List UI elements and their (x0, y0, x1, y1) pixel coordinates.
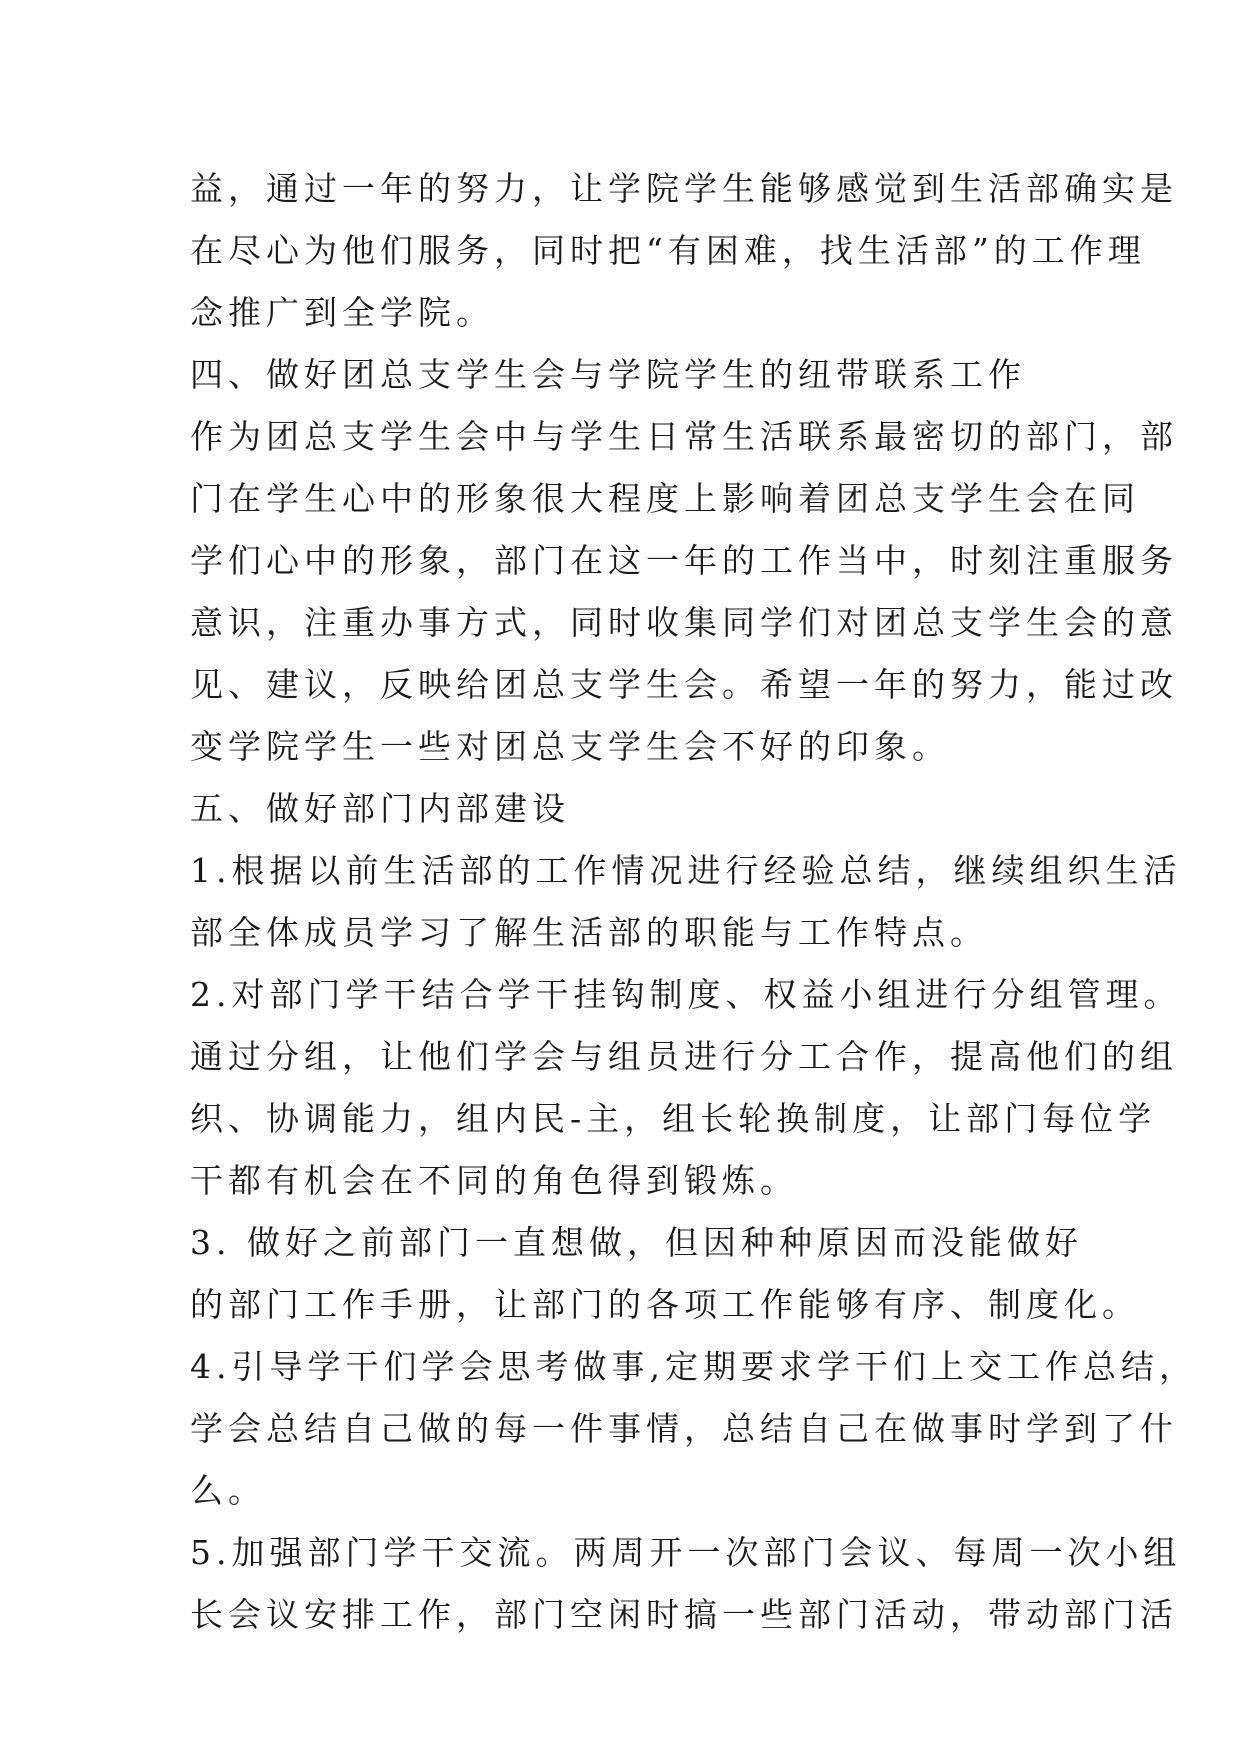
body-line: 念推广到全学院。 (190, 293, 494, 332)
body-line: 门在学生心中的形象很大程度上影响着团总支学生会在同 (190, 479, 1140, 518)
body-line: 的部门工作手册，让部门的各项工作能够有序、制度化。 (190, 1285, 1140, 1324)
document-body (190, 158, 1197, 1646)
body-line: 变学院学生一些对团总支学生会不好的印象。 (190, 727, 950, 766)
list-item-2: 2.对部门学干结合学干挂钩制度、权益小组进行分组管理。 (190, 975, 1182, 1014)
body-line: 学会总结自己做的每一件事情，总结自己在做事时学到了什 (190, 1409, 1178, 1448)
list-item-3: 3. 做好之前部门一直想做，但因种种原因而没能做好 (190, 1223, 1083, 1262)
body-line: 学们心中的形象，部门在这一年的工作当中，时刻注重服务 (190, 541, 1178, 580)
section-heading-4: 四、做好团总支学生会与学院学生的纽带联系工作 (190, 355, 1026, 394)
list-item-1: 1.根据以前生活部的工作情况进行经验总结，继续组织生活 (190, 851, 1182, 890)
body-line: 见、建议，反映给团总支学生会。希望一年的努力，能过改 (190, 665, 1178, 704)
body-line: 通过分组，让他们学会与组员进行分工合作，提高他们的组 (190, 1037, 1178, 1076)
body-line: 部全体成员学习了解生活部的职能与工作特点。 (190, 913, 988, 952)
body-line: 益，通过一年的努力，让学院学生能够感觉到生活部确实是 (190, 169, 1178, 208)
body-line: 在尽心为他们服务，同时把“有困难，找生活部”的工作理 (190, 231, 1146, 270)
body-line: 织、协调能力，组内民-主，组长轮换制度，让部门每位学 (190, 1099, 1157, 1138)
body-line: 长会议安排工作，部门空闲时搞一些部门活动，带动部门活 (190, 1595, 1178, 1634)
list-item-5: 5.加强部门学干交流。两周开一次部门会议、每周一次小组 (190, 1533, 1182, 1572)
list-item-4: 4.引导学干们学会思考做事,定期要求学干们上交工作总结， (190, 1347, 1197, 1386)
body-line: 作为团总支学生会中与学生日常生活联系最密切的部门，部 (190, 417, 1178, 456)
section-heading-5: 五、做好部门内部建设 (190, 789, 570, 828)
body-line: 么。 (190, 1471, 266, 1510)
body-line: 干都有机会在不同的角色得到锻炼。 (190, 1161, 798, 1200)
body-line: 意识，注重办事方式，同时收集同学们对团总支学生会的意 (190, 603, 1178, 642)
